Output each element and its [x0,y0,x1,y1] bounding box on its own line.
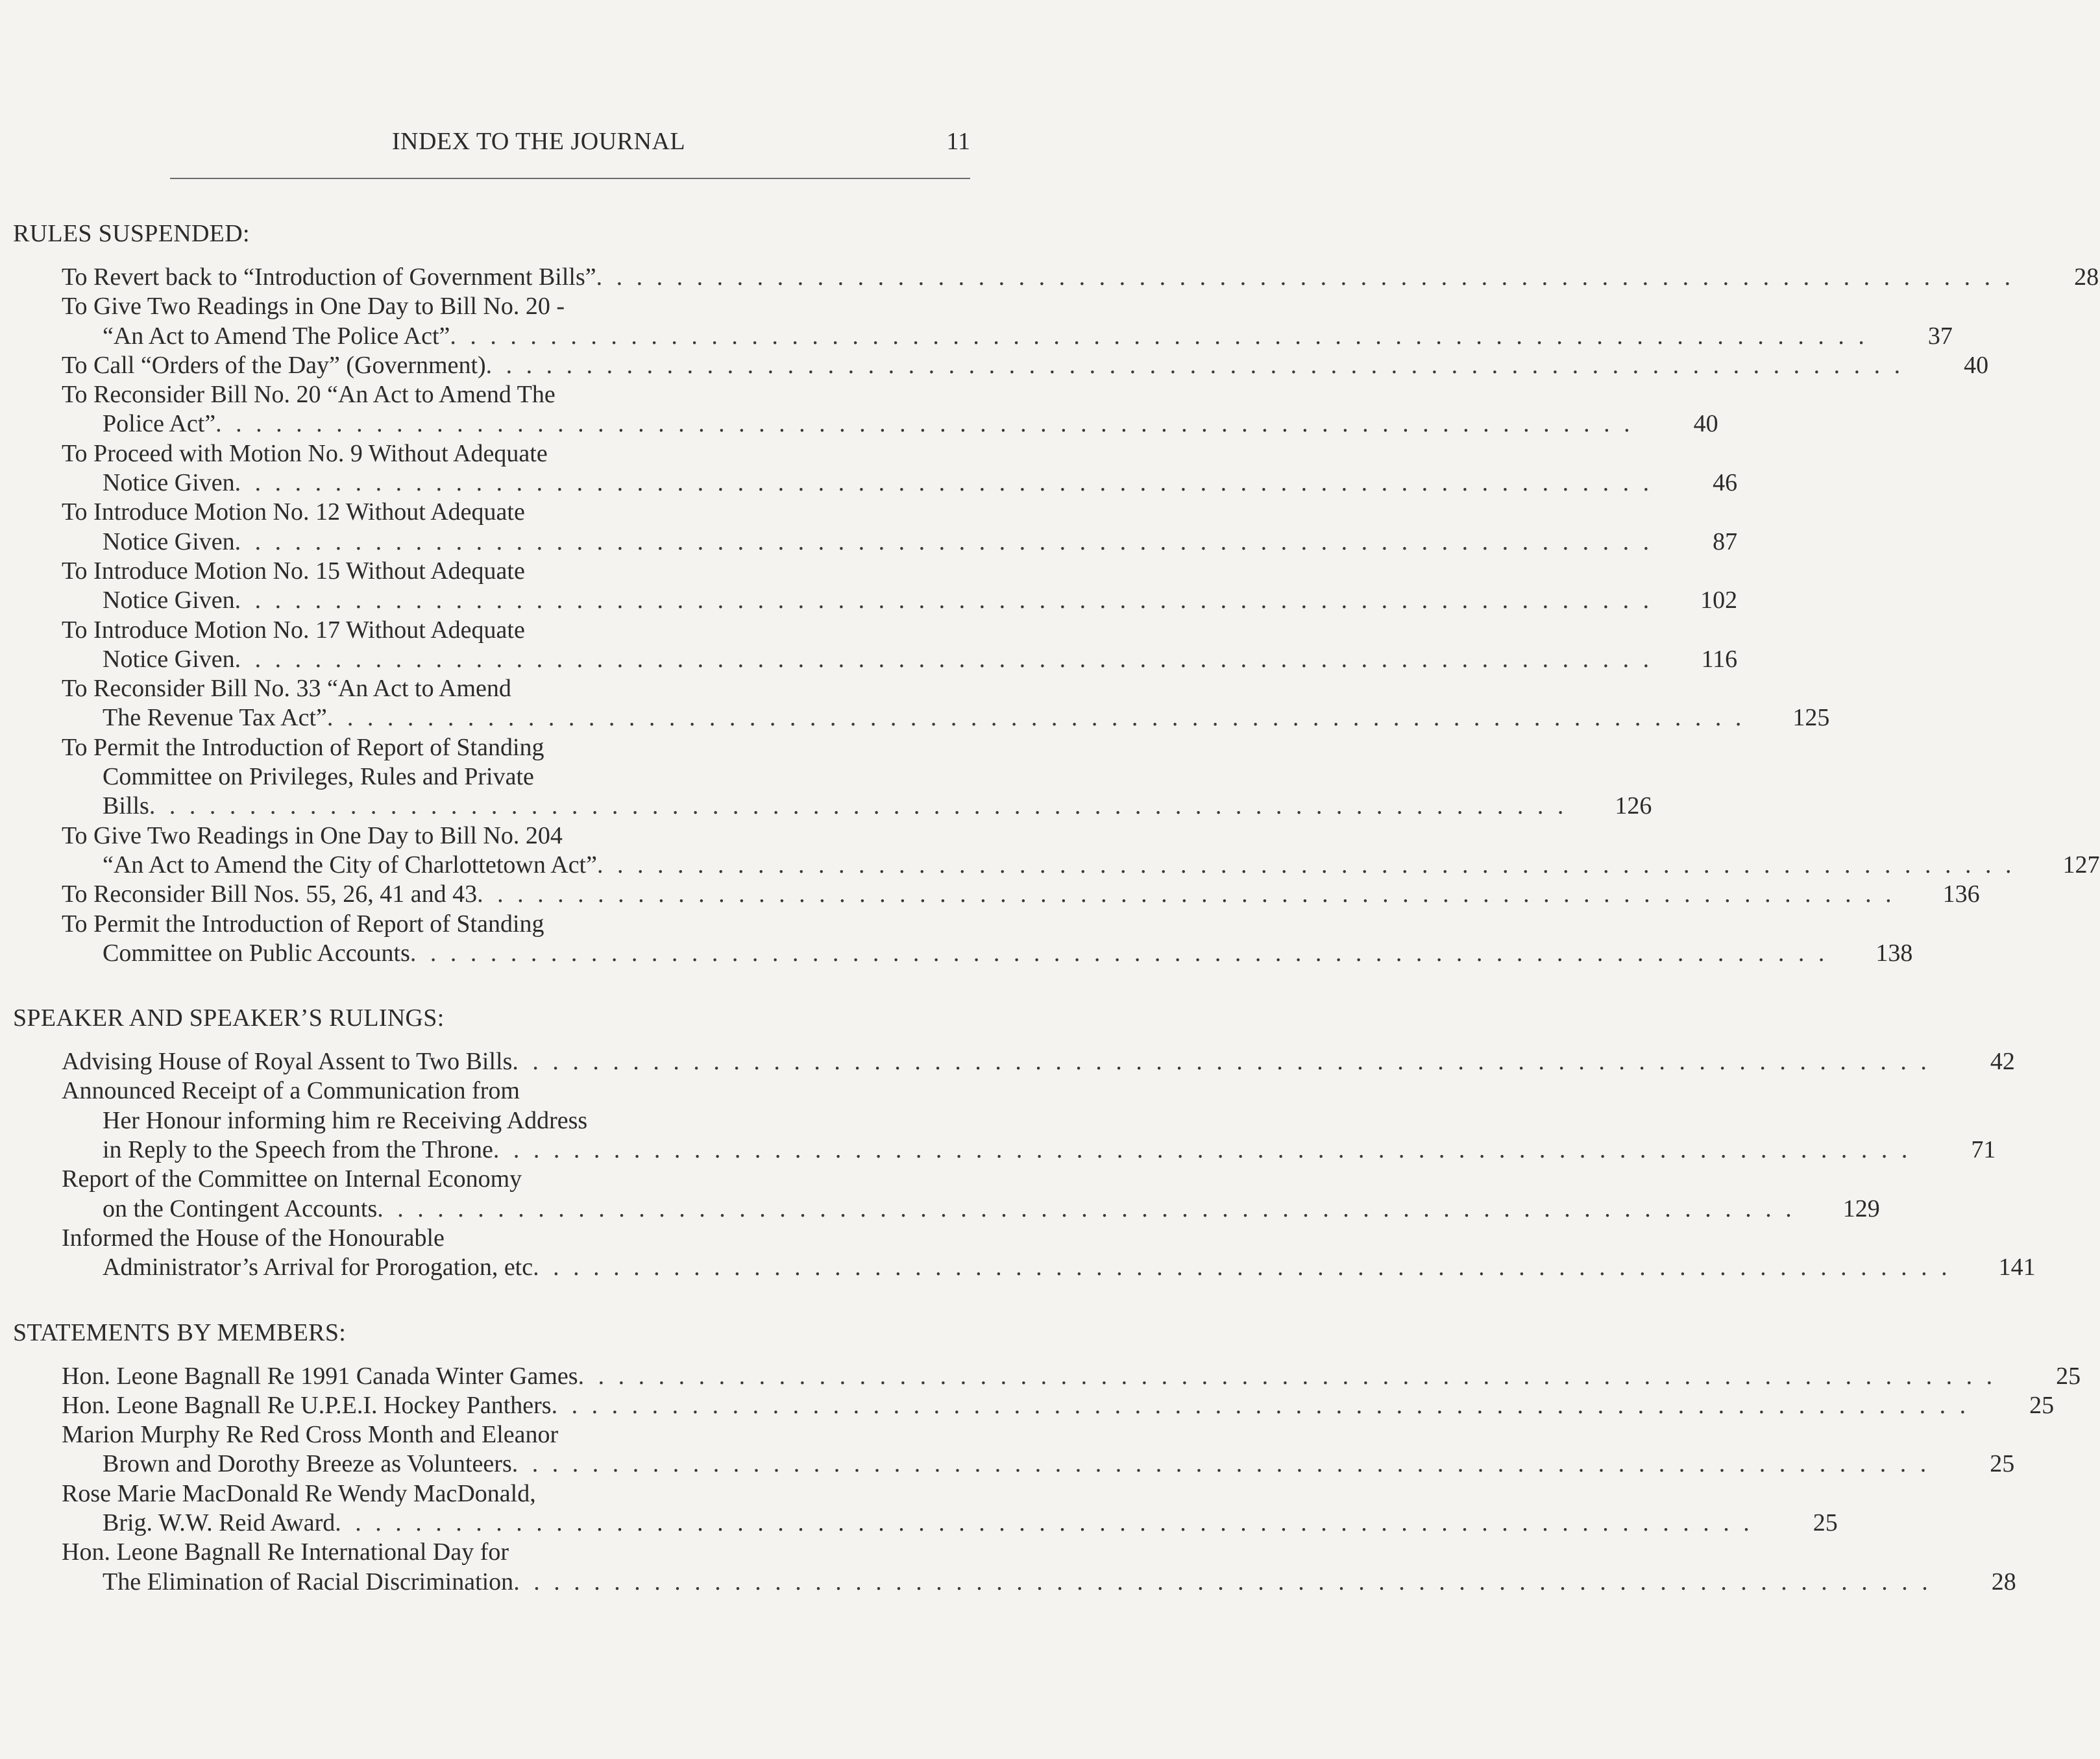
index-entry [13,1420,2015,1479]
entry-line: To Give Two Readings in One Day to Bill No. 204 [62,821,563,849]
entry-line: To Permit the Introduction of Report of Standing [62,733,544,761]
spacer [13,1283,973,1316]
entry-line: To Introduce Motion No. 12 Without Adequate [62,498,525,526]
index-entry [13,380,1718,439]
entry-line: Announced Receipt of a Communication from [62,1077,520,1105]
dot-leader: . . . . . . . . . . . . . . . . . . . . . . . . . . . . . . . . . . . . . . . . . . . . . . . . . . . . . . . . . . . . . . . . . . . . . . . [597,851,2016,879]
entry-page-number: 25 [1990,1450,2015,1478]
dot-leader: . . . . . . . . . . . . . . . . . . . . . . . . . . . . . . . . . . . . . . . . . . . . . . . . . . . . . . . . . . . . . . . . . . . . . . . [485,351,1905,379]
entry-line: Hon. Leone Bagnall Re 1991 Canada Winter Games [62,1362,578,1390]
entry-last-line [13,851,2100,880]
entry-last-line [13,322,1953,351]
entry-line: Bills [103,792,149,820]
dot-leader: . . . . . . . . . . . . . . . . . . . . . . . . . . . . . . . . . . . . . . . . . . . . . . . . . . . . . . . . . . . . . . . . . . . . . . . [234,645,1654,673]
entry-last-line [13,1135,1996,1165]
entry-last-line [13,409,1718,439]
entry-last-line [13,1195,1880,1224]
entry-line: Administrator’s Arrival for Prorogation, etc [103,1254,533,1281]
dot-leader: . . . . . . . . . . . . . . . . . . . . . . . . . . . . . . . . . . . . . . . . . . . . . . . . . . . . . . . . . . . . . . . . . . . . . . . [513,1568,1932,1595]
index-section [13,1316,2081,1597]
entry-line: To Introduce Motion No. 17 Without Adequate [62,616,525,644]
entry-page-number: 40 [1693,410,1718,438]
entry-line: on the Contingent Accounts [103,1195,378,1222]
dot-leader: . . . . . . . . . . . . . . . . . . . . . . . . . . . . . . . . . . . . . . . . . . . . . . . . . . . . . . . . . . . . . . . . . . . . . . . [326,704,1746,732]
entry-line: To Permit the Introduction of Report of Standing [62,910,544,938]
entry-last-line [13,880,1980,909]
dot-leader: . . . . . . . . . . . . . . . . . . . . . . . . . . . . . . . . . . . . . . . . . . . . . . . . . . . . . . . . . . . . . . . . . . . . . . . [215,410,1634,438]
dot-leader: . . . . . . . . . . . . . . . . . . . . . . . . . . . . . . . . . . . . . . . . . . . . . . . . . . . . . . . . . . . . . . . . . . . . . . . [335,1509,1753,1536]
entry-last-line [13,468,1738,498]
entry-page-number: 127 [2062,851,2100,879]
entry-line: To Proceed with Motion No. 9 Without Adequate [62,439,548,467]
entry-last-line [13,1509,1838,1538]
index-entry [13,1076,1996,1165]
entry-last-line [13,263,2099,292]
entry-last-line [13,1253,2036,1282]
entry-page-number: 40 [1964,351,1989,379]
entry-line: To Reconsider Bill Nos. 55, 26, 41 and 43 [62,880,478,908]
entry-line: Brown and Dorothy Breeze as Volunteers [103,1450,512,1478]
entry-line: Notice Given [103,587,235,614]
index-entry [13,1047,2015,1076]
dot-leader: . . . . . . . . . . . . . . . . . . . . . . . . . . . . . . . . . . . . . . . . . . . . . . . . . . . . . . . . . . . . . . . . . . . . . . . [511,1450,1931,1478]
entry-line: Her Honour informing him re Receiving Address [103,1106,588,1134]
section-title: RULES SUSPENDED: [13,220,250,247]
dot-leader: . . . . . . . . . . . . . . . . . . . . . . . . . . . . . . . . . . . . . . . . . . . . . . . . . . . . . . . . . . . . . . . . . . . . . . . [234,469,1654,497]
entry-page-number: 129 [1842,1195,1880,1222]
dot-leader: . . . . . . . . . . . . . . . . . . . . . . . . . . . . . . . . . . . . . . . . . . . . . . . . . . . . . . . . . . . . . . . . . . . . . . . [533,1254,1951,1281]
entry-line: Committee on Public Accounts [103,939,410,967]
index-entry [13,1391,2055,1420]
page-header [107,127,970,160]
index-entry [13,1224,2036,1283]
index-entry [13,498,1738,557]
entry-last-line [13,645,1738,674]
entry-line: Marion Murphy Re Red Cross Month and Eleanor [62,1421,559,1449]
entry-line: To Revert back to “Introduction of Government Bills” [62,263,596,291]
entry-line: “An Act to Amend the City of Charlottetown Act” [103,851,597,879]
entry-line: in Reply to the Speech from the Throne [103,1136,493,1164]
dot-leader: . . . . . . . . . . . . . . . . . . . . . . . . . . . . . . . . . . . . . . . . . . . . . . . . . . . . . . . . . . . . . . . . . . . . . . . [493,1136,1912,1164]
index-entry [13,1479,1838,1538]
index-entry [13,557,1738,616]
entry-page-number: 28 [1991,1568,2016,1595]
index-content [13,217,2100,1597]
header-rule [170,178,970,179]
entry-line: Notice Given [103,645,235,673]
entry-page-number: 42 [1990,1048,2015,1076]
index-entry [13,292,1953,351]
page-number: 11 [946,128,970,155]
entry-page-number: 102 [1700,587,1738,614]
entry-last-line [13,1047,2015,1076]
entry-page-number: 25 [2029,1391,2055,1419]
index-section [13,1002,2036,1316]
entry-last-line [13,1450,2015,1479]
entry-line: To Introduce Motion No. 15 Without Adequate [62,557,525,585]
entry-line: Brig. W.W. Reid Award [103,1509,336,1536]
entry-line: To Give Two Readings in One Day to Bill No. 20 - [62,293,565,321]
spacer [13,250,973,263]
entry-page-number: 116 [1701,645,1738,673]
index-entry [13,1165,1880,1224]
entry-last-line [13,351,1989,380]
entry-last-line [13,1568,2016,1597]
entry-page-number: 37 [1927,322,1953,350]
entry-page-number: 25 [1813,1509,1838,1536]
index-entry [13,351,1989,380]
index-entry [13,263,2099,292]
entry-page-number: 136 [1942,880,1980,908]
entry-line: To Reconsider Bill No. 33 “An Act to Amend [62,675,511,703]
entry-line: “An Act to Amend The Police Act” [103,322,450,350]
index-entry [13,880,1980,909]
dot-leader: . . . . . . . . . . . . . . . . . . . . . . . . . . . . . . . . . . . . . . . . . . . . . . . . . . . . . . . . . . . . . . . . . . . . . . . [409,939,1829,967]
dot-leader: . . . . . . . . . . . . . . . . . . . . . . . . . . . . . . . . . . . . . . . . . . . . . . . . . . . . . . . . . . . . . . . . . . . . . . . [234,528,1654,555]
entry-page-number: 25 [2056,1362,2081,1390]
entry-line: The Elimination of Racial Discrimination [103,1568,514,1595]
index-entry [13,1538,2016,1597]
dot-leader: . . . . . . . . . . . . . . . . . . . . . . . . . . . . . . . . . . . . . . . . . . . . . . . . . . . . . . . . . . . . . . . . . . . . . . . [234,587,1654,614]
entry-last-line [13,528,1738,557]
dot-leader: . . . . . . . . . . . . . . . . . . . . . . . . . . . . . . . . . . . . . . . . . . . . . . . . . . . . . . . . . . . . . . . . . . . . . . . [578,1362,1997,1390]
dot-leader: . . . . . . . . . . . . . . . . . . . . . . . . . . . . . . . . . . . . . . . . . . . . . . . . . . . . . . . . . . . . . . . . . . . . . . . [450,322,1868,350]
dot-leader: . . . . . . . . . . . . . . . . . . . . . . . . . . . . . . . . . . . . . . . . . . . . . . . . . . . . . . . . . . . . . . . . . . . . . . . [377,1195,1796,1222]
dot-leader: . . . . . . . . . . . . . . . . . . . . . . . . . . . . . . . . . . . . . . . . . . . . . . . . . . . . . . . . . . . . . . . . . . . . . . . [551,1391,1970,1419]
index-entry [13,733,1652,821]
entry-last-line [13,792,1652,821]
index-entry [13,674,1830,733]
index-entry [13,439,1738,498]
entry-page-number: 126 [1615,792,1652,820]
entry-line: To Reconsider Bill No. 20 “An Act to Amend The [62,381,556,409]
entry-line: Police Act” [103,410,216,438]
entry-line: Hon. Leone Bagnall Re International Day for [62,1538,509,1566]
spacer [13,968,973,1002]
entry-line: Notice Given [103,528,235,555]
spacer [13,1349,973,1362]
entry-line: The Revenue Tax Act” [103,704,327,732]
index-entry [13,616,1738,675]
index-entry [13,1362,2081,1391]
entry-page-number: 28 [2074,263,2099,291]
entry-page-number: 125 [1792,704,1830,732]
entry-last-line [13,703,1830,733]
entry-last-line [13,939,1913,968]
section-title: SPEAKER AND SPEAKER’S RULINGS: [13,1004,445,1032]
entry-line: Advising House of Royal Assent to Two Bills [62,1048,513,1076]
entry-line: Report of the Committee on Internal Economy [62,1165,522,1193]
entry-line: Informed the House of the Honourable [62,1224,445,1252]
spacer [13,1034,973,1047]
index-entry [13,821,2100,880]
entry-line: Rose Marie MacDonald Re Wendy MacDonald, [62,1479,536,1507]
entry-line: Committee on Privileges, Rules and Private [103,763,534,791]
dot-leader: . . . . . . . . . . . . . . . . . . . . . . . . . . . . . . . . . . . . . . . . . . . . . . . . . . . . . . . . . . . . . . . . . . . . . . . [596,263,2015,291]
dot-leader: . . . . . . . . . . . . . . . . . . . . . . . . . . . . . . . . . . . . . . . . . . . . . . . . . . . . . . . . . . . . . . . . . . . . . . . [477,880,1896,908]
entry-last-line [13,586,1738,615]
entry-last-line [13,1362,2081,1391]
entry-line: To Call “Orders of the Day” (Government) [62,351,486,379]
entry-page-number: 138 [1875,939,1913,967]
entry-page-number: 141 [1998,1254,2036,1281]
entry-page-number: 46 [1713,469,1738,497]
entry-line: Hon. Leone Bagnall Re U.P.E.I. Hockey Panthers [62,1391,552,1419]
dot-leader: . . . . . . . . . . . . . . . . . . . . . . . . . . . . . . . . . . . . . . . . . . . . . . . . . . . . . . . . . . . . . . . . . . . . . . . [149,792,1568,820]
header-title: INDEX TO THE JOURNAL [391,128,686,155]
index-entry [13,910,1913,969]
index-section [13,217,2100,1002]
dot-leader: . . . . . . . . . . . . . . . . . . . . . . . . . . . . . . . . . . . . . . . . . . . . . . . . . . . . . . . . . . . . . . . . . . . . . . . [512,1048,1931,1076]
entry-page-number: 87 [1713,528,1738,555]
entry-last-line [13,1391,2055,1420]
entry-line: Notice Given [103,469,235,497]
entry-page-number: 71 [1971,1136,1996,1164]
section-title: STATEMENTS BY MEMBERS: [13,1318,347,1346]
